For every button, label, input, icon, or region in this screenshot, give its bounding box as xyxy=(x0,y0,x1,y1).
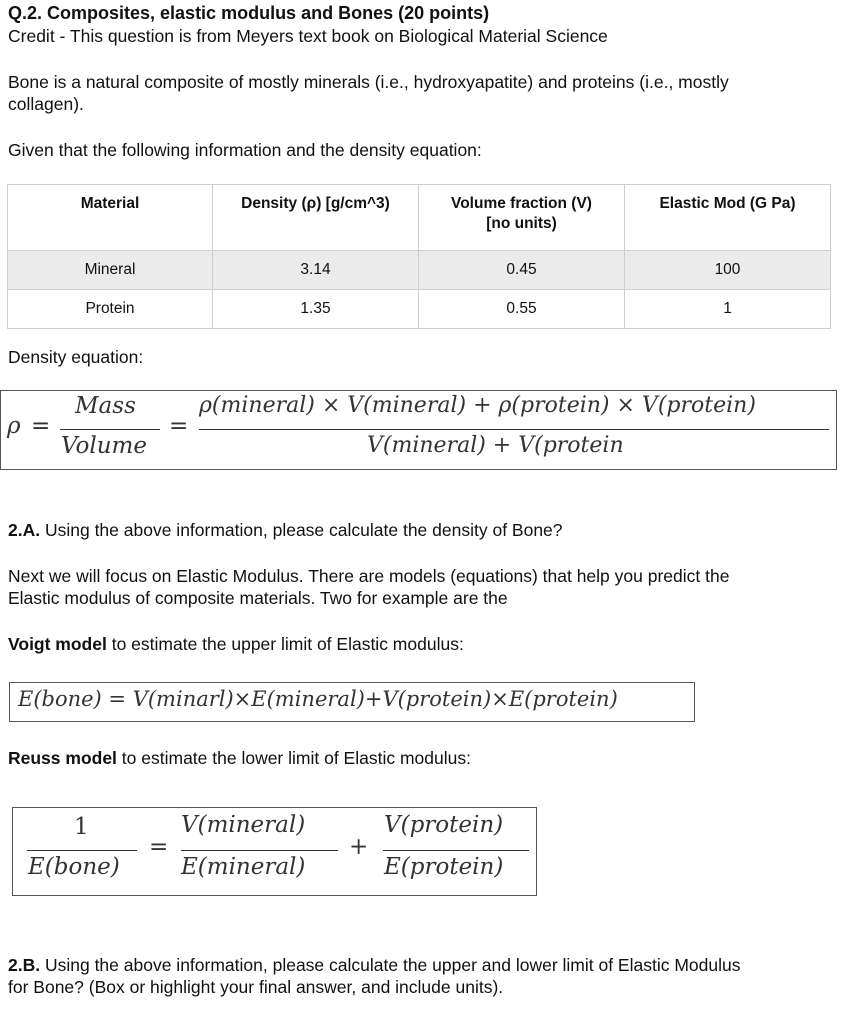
density-equation-label: Density equation: xyxy=(8,347,144,367)
reuss-vmineral: V(mineral) xyxy=(181,812,306,838)
reuss-line xyxy=(8,747,471,769)
mass-text: Mass xyxy=(75,393,136,419)
header-material: Material xyxy=(8,185,213,251)
reuss-mineral-fraction-bar xyxy=(181,850,338,851)
reuss-equals: = xyxy=(149,834,169,860)
cell-density: 1.35 xyxy=(213,290,419,329)
reuss-description: to estimate the lower limit of Elastic modulus: xyxy=(116,748,471,768)
reuss-left-fraction-bar xyxy=(27,850,137,851)
reuss-one: 1 xyxy=(74,814,89,840)
header-elastic-mod: Elastic Mod (G Pa) xyxy=(625,185,831,251)
reuss-vprotein: V(protein) xyxy=(384,812,504,838)
intro-line-1: Bone is a natural composite of mostly minerals (i.e., hydroxyapatite) and proteins (i.e., mostly xyxy=(8,72,729,92)
voigt-line xyxy=(8,633,464,655)
equals-sign-2: = xyxy=(169,413,189,439)
q2a-text: Using the above information, please calculate the density of Bone? xyxy=(40,520,563,540)
cell-material: Protein xyxy=(8,290,213,329)
voigt-description: to estimate the upper limit of Elastic modulus: xyxy=(106,634,464,654)
cell-volume: 0.45 xyxy=(419,251,625,290)
cell-density: 3.14 xyxy=(213,251,419,290)
header-density: Density (ρ) [g/cm^3) xyxy=(213,185,419,251)
equals-sign: = xyxy=(31,413,51,439)
voigt-label: Voigt model xyxy=(8,634,107,654)
q2b-label: 2.B. xyxy=(8,955,41,975)
reuss-plus: + xyxy=(349,834,369,860)
cell-elastic: 1 xyxy=(625,290,831,329)
header-volume-line1: Volume fraction (V) xyxy=(451,195,592,212)
header-volume-fraction xyxy=(419,185,625,251)
mass-volume-fraction-bar xyxy=(60,429,160,430)
material-table xyxy=(7,184,831,329)
density-numerator: ρ(mineral) × V(mineral) + ρ(protein) × V(protein) xyxy=(199,393,756,418)
question-2a xyxy=(8,519,563,541)
q2b-text-line1: Using the above information, please calculate the upper and lower limit of Elastic Modulus xyxy=(40,955,741,975)
density-fraction-bar xyxy=(199,429,829,430)
reuss-eprotein: E(protein) xyxy=(384,854,504,880)
reuss-equation-box xyxy=(12,807,537,896)
credit-line: Credit - This question is from Meyers text book on Biological Material Science xyxy=(8,26,608,46)
q2b-text-line2: for Bone? (Box or highlight your final answer, and include units). xyxy=(8,977,504,997)
reuss-label: Reuss model xyxy=(8,748,117,768)
next-line-1: Next we will focus on Elastic Modulus. There are models (equations) that help you predict the xyxy=(8,566,730,586)
cell-volume: 0.55 xyxy=(419,290,625,329)
voigt-equation-box xyxy=(9,682,695,722)
cell-material: Mineral xyxy=(8,251,213,290)
intro-line-2: collagen). xyxy=(8,94,84,114)
given-text: Given that the following information and the density equation: xyxy=(8,140,482,160)
volume-text: Volume xyxy=(61,433,147,459)
reuss-ebone: E(bone) xyxy=(28,854,120,880)
voigt-equation: E(bone) = V(minarl)×E(mineral)+V(protein)×E(protein) xyxy=(18,687,618,711)
q2a-label: 2.A. xyxy=(8,520,41,540)
header-volume-line2: [no units) xyxy=(486,215,557,232)
reuss-protein-fraction-bar xyxy=(383,850,529,851)
table-row xyxy=(8,251,831,290)
table-row xyxy=(8,290,831,329)
density-denominator: V(mineral) + V(protein xyxy=(367,433,624,458)
table-header-row xyxy=(8,185,831,251)
next-line-2: Elastic modulus of composite materials. Two for example are the xyxy=(8,588,508,608)
density-equation-box xyxy=(0,390,837,470)
cell-elastic: 100 xyxy=(625,251,831,290)
question-2b xyxy=(8,954,741,976)
question-heading: Q.2. Composites, elastic modulus and Bones (20 points) xyxy=(8,3,490,23)
rho-symbol: ρ xyxy=(7,413,21,439)
reuss-emineral: E(mineral) xyxy=(181,854,306,880)
